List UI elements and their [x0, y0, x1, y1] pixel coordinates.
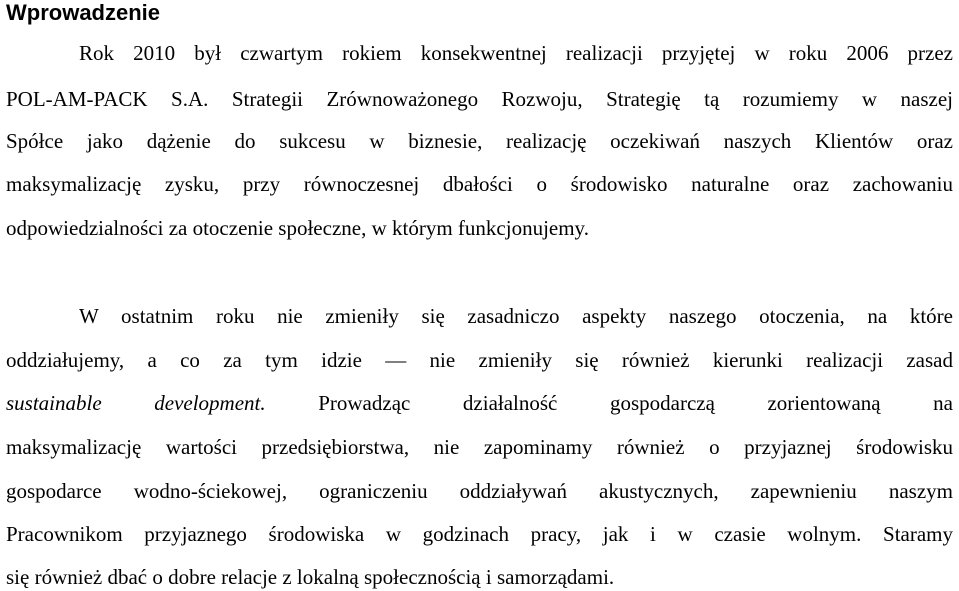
paragraph-2-line-7: się również dbać o dobre relacje z lokalną społecznością i samorządami. [6, 565, 615, 589]
paragraph-2-line-3 [6, 390, 953, 416]
paragraph-1-line-2: POL-AM-PACK S.A. Strategii Zrównoważonego Rozwoju, Strategię tą rozumiemy w naszej [6, 87, 953, 111]
paragraph-2-line-3-rest: Prowadząc działalność gospodarczą zorientowaną na [318, 391, 954, 415]
paragraph-2-line-2: oddziałujemy, a co za tym idzie — nie zmieniły się również kierunki realizacji zasad [6, 348, 953, 372]
section-heading: Wprowadzenie [6, 0, 161, 25]
sustainable-development-term: sustainable development. [6, 391, 266, 415]
paragraph-2-line-1: W ostatnim roku nie zmieniły się zasadniczo aspekty naszego otoczenia, na które [79, 304, 953, 328]
paragraph-1-line-5: odpowiedzialności za otoczenie społeczne, w którym funkcjonujemy. [6, 216, 589, 240]
paragraph-1-line-3: Spółce jako dążenie do sukcesu w biznesie, realizację oczekiwań naszych Klientów oraz [6, 129, 953, 153]
paragraph-2-line-6: Pracownikom przyjaznego środowiska w godzinach pracy, jak i w czasie wolnym. Staramy [6, 522, 953, 546]
paragraph-2-line-5: gospodarce wodno-ściekowej, ograniczeniu oddziaływań akustycznych, zapewnieniu naszym [6, 479, 953, 503]
paragraph-1-line-4: maksymalizację zysku, przy równoczesnej dbałości o środowisko naturalne oraz zachowaniu [6, 172, 953, 196]
paragraph-2-line-4: maksymalizację wartości przedsiębiorstwa, nie zapominamy również o przyjaznej środowisku [6, 435, 953, 459]
paragraph-1-line-1: Rok 2010 był czwartym rokiem konsekwentnej realizacji przyjętej w roku 2006 przez [79, 41, 953, 65]
